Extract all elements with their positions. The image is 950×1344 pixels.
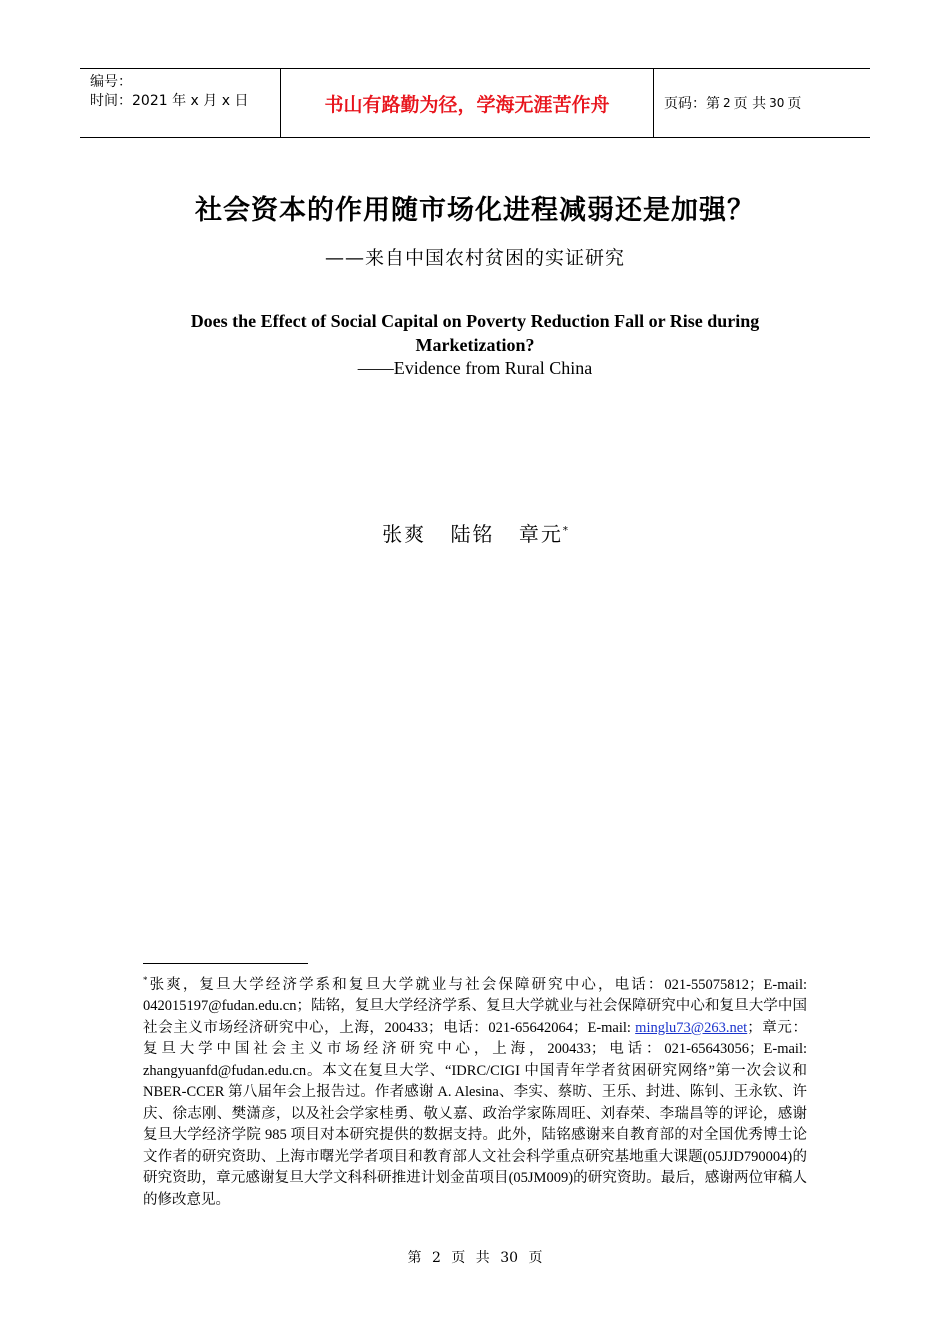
header-page-end: 页 (787, 96, 802, 112)
subtitle-chinese: ——来自中国农村贫困的实证研究 (324, 247, 625, 269)
footnote-text-part1: 张爽，复旦大学经济学系和复旦大学就业与社会保障研究中心，电话：021-55075812；E-mail: 042015197@fudan.edu.cn；陆铭，复旦大学经济学系、复旦大学就业与社会保障研究中心和复旦大学中国社会主义市场经济研究中心，上海，200433；电话：021-65642064；E-mail: (143, 976, 807, 1036)
header-page-label: 页码：第 (664, 96, 720, 112)
header-page-mid: 页 共 (733, 96, 767, 112)
title-chinese: 社会资本的作用随市场化进程减弱还是加强？ (195, 195, 755, 226)
header-page-current: 2 (723, 96, 731, 110)
footnote-text-part2: ；章元：复旦大学中国社会主义市场经济研究中心，上海，200433；电话：021-65643056；E-mail: zhangyuanfd@fudan.edu.cn。本文在复旦大学、“IDRC/CIGI 中国青年学者贫困研究网络”第一次会议和 NBER-CCER 第八届年会上报告过。作者感谢 A. Alesina、李实、蔡昉、王乐、封进、陈钊、王永钦、许庆、徐志刚、樊潇彦，以及社会学家桂勇、敬乂嘉、政治学家陈周旺、刘春荣、李瑞昌等的评论，感谢复旦大学经济学院 985 项目对本研究提供的数据支持。此外，陆铭感谢来自教育部的对全国优秀博士论文作者的研究资助、上海市曙光学者项目和教育部人文社会科学重点研究基地重大课题(05JJD790004)的研究资助，章元感谢复旦大学文科科研推进计划金苗项目(05JM009)的研究资助。最后，感谢两位审稿人的修改意见。 (143, 1019, 807, 1208)
header-page-total: 30 (769, 96, 785, 110)
header-page-info (654, 69, 870, 137)
header-number-label: 编号： (90, 74, 132, 90)
author-names: 张爽 陆铭 章元 (382, 522, 563, 546)
header-motto: 书山有路勤为径，学海无涯苦作舟 (280, 69, 654, 137)
header-time-label: 时间：2021 年 x 月 x 日 (90, 93, 249, 109)
page-footer: 第 2 页 共 30 页 (407, 1250, 543, 1266)
author-footnote-mark: * (562, 525, 568, 537)
subtitle-english: ——Evidence from Rural China (357, 358, 593, 378)
page-header (80, 68, 870, 138)
title-english: Does the Effect of Social Capital on Poverty Reduction Fall or Rise during Marketization? (190, 311, 760, 355)
footnote-mark: * (143, 975, 148, 985)
email-link[interactable]: minglu73@263.net (635, 1019, 748, 1036)
author-list (0, 518, 950, 547)
header-meta (80, 69, 280, 137)
footnote (143, 970, 807, 1211)
footnote-divider (143, 963, 308, 964)
